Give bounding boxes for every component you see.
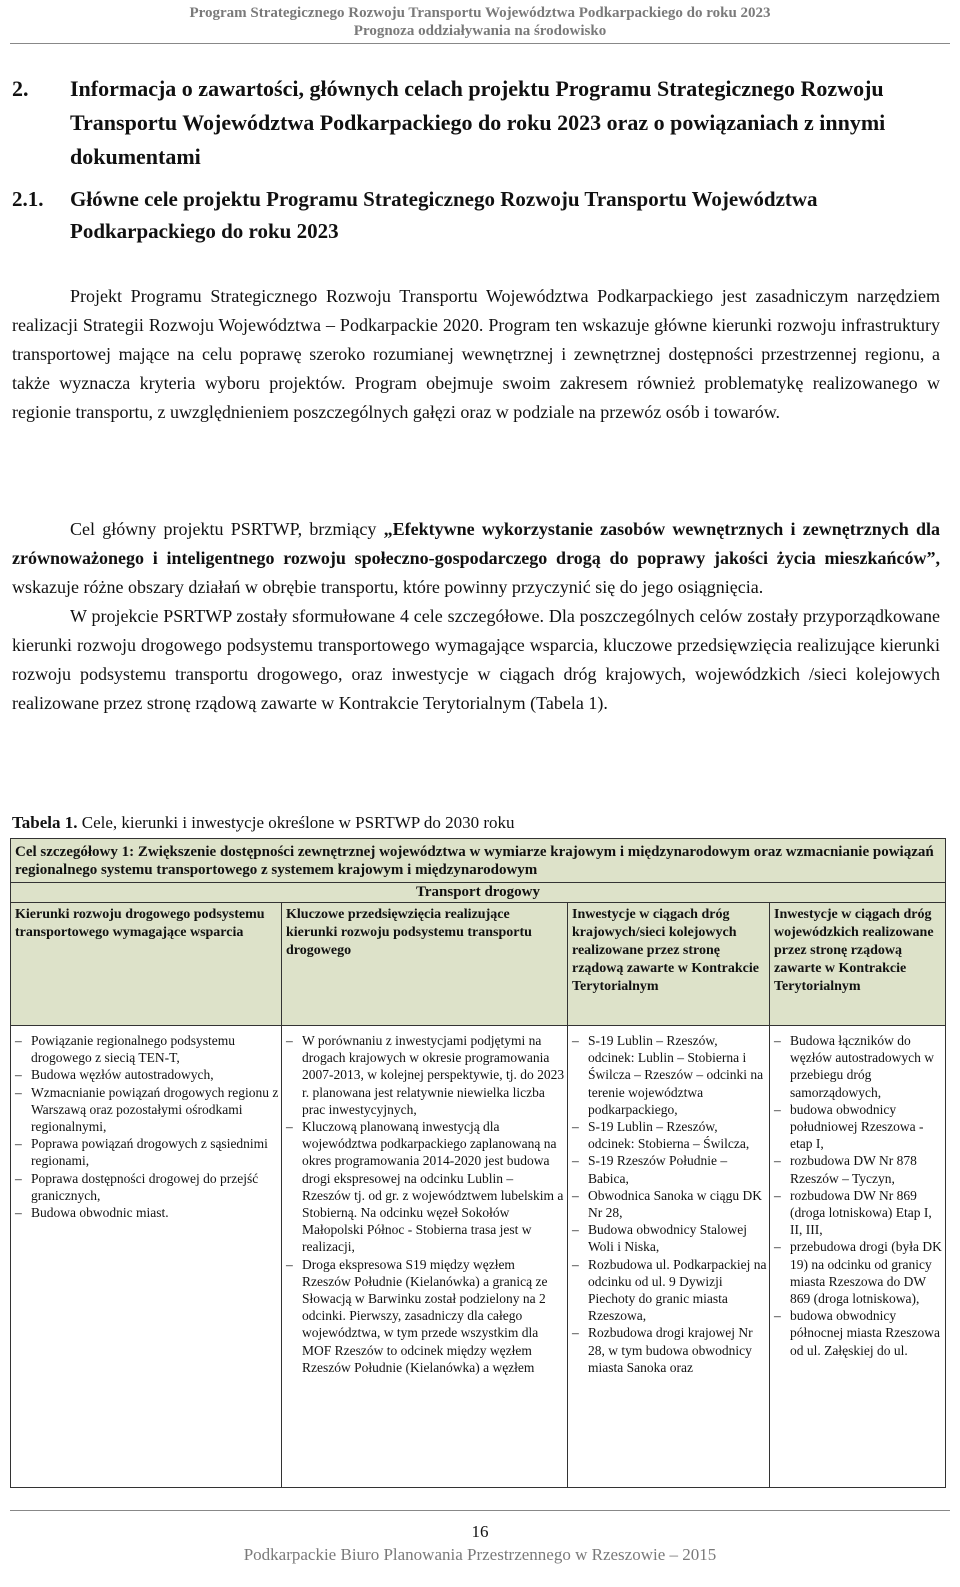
table-goal-row: Cel szczegółowy 1: Zwiększenie dostępności zewnętrznej województwa w wymiarze krajowym i międzynarodowym oraz wzmacnianie powiązań regionalnego systemu transportowego z systemem krajowym i międzynarodowym — [11, 839, 945, 883]
table-header-regional-investments: Inwestycje w ciągach dróg wojewódzkich realizowane przez stronę rządową zawarte w Kontrakcie Terytorialnym — [774, 907, 934, 994]
section-title: Informacja o zawartości, głównych celach projektu Programu Strategicznego Rozwoju Transportu Województwa Podkarpackiego do roku 2023 oraz o powiązaniach z innymi dokumentami — [70, 76, 886, 169]
table-cell-national-investments — [568, 1026, 770, 1487]
paragraph-2-main — [12, 515, 940, 602]
subsection-number: 2.1. — [12, 187, 44, 211]
list-item: – Budowa obwodnicy Stalowej Woli i Niska, — [572, 1221, 767, 1255]
list-item: – Wzmacnianie powiązań drogowych regionu z Warszawą oraz pozostałymi ośrodkami regionalnymi, — [15, 1084, 279, 1136]
subsection-heading — [12, 183, 942, 247]
header-divider — [10, 43, 950, 44]
table-mode-row: Transport drogowy — [11, 883, 945, 903]
section-heading — [12, 72, 942, 174]
list-item: – Budowa łączników do węzłów autostradowych w przebiegu dróg samorządowych, — [774, 1032, 943, 1101]
list-item: – przebudowa drogi (była DK 19) na odcinku od granicy miasta Rzeszowa do DW 869 (droga lotniskowa), — [774, 1238, 943, 1307]
paragraph-1 — [12, 282, 940, 427]
main-goal-quote: „Efektywne wykorzystanie zasobów wewnętrznych i zewnętrznych dla zrównoważonego i inteligentnego rozwoju społeczno-gospodarczego drogą do poprawy jakości życia mieszkańców”, — [12, 519, 940, 568]
list-item: – budowa obwodnicy północnej miasta Rzeszowa od ul. Załęskiej do ul. — [774, 1307, 943, 1359]
paragraph-2 — [12, 515, 940, 718]
table-cell-directions — [11, 1026, 282, 1487]
paragraph-3-text: W projekcie PSRTWP zostały sformułowane 4 cele szczegółowe. Dla poszczególnych celów zostały przyporządkowane kierunki rozwoju drogowego podsystemu transportowego wymagające wsparcia, kluczowe przedsięwzięcia realizujące kierunki rozwoju podsystemu transportu drogowego, oraz inwestycje w ciągach dróg krajowych, wojewódzkich /sieci kolejowych realizowane przez stronę rządową zawarte w Kontrakcie Terytorialnym (Tabela 1). — [12, 606, 940, 713]
list-item: – Budowa obwodnic miast. — [15, 1204, 279, 1221]
list-item: – budowa obwodnicy południowej Rzeszowa - etap I, — [774, 1101, 943, 1153]
section-number: 2. — [12, 76, 29, 101]
table-header-directions: Kierunki rozwoju drogowego podsystemu transportowego wymagające wsparcia — [11, 903, 282, 1025]
running-header — [0, 4, 960, 40]
list-item: – S-19 Lublin – Rzeszów, odcinek: Lublin – Stobierna i Świlcza – Rzeszów – odcinki na terenie województwa podkarpackiego, — [572, 1032, 767, 1118]
paragraph-3 — [12, 602, 940, 718]
paragraph-2-intro: Cel główny projektu PSRTWP, brzmiący — [70, 519, 384, 539]
list-item: – S-19 Lublin – Rzeszów, odcinek: Stobierna – Świlcza, — [572, 1118, 767, 1152]
page-number: 16 — [471, 1522, 489, 1541]
table-body-row — [11, 1026, 945, 1487]
list-item: – S-19 Rzeszów Południe – Babica, — [572, 1152, 767, 1186]
paragraph-1-text: Projekt Programu Strategicznego Rozwoju Transportu Województwa Podkarpackiego jest zasadniczym narzędziem realizacji Strategii Rozwoju Województwa – Podkarpackie 2020. Program ten wskazuje główne kierunki rozwoju infrastruktury transportowej mające na celu poprawę szeroko rozumianej wewnętrznej i zewnętrznej dostępności przestrzennej regionu, a także wyznacza kryteria wyboru projektów. Program obejmuje swoim zakresem również problematykę realizowanego w regionie transportu, z uwzględnieniem poszczególnych gałęzi oraz w podziale na przewóz osób i towarów. — [12, 286, 940, 422]
list-item: – Rozbudowa drogi krajowej Nr 28, w tym budowa obwodnicy miasta Sanoka oraz — [572, 1324, 767, 1376]
list-item: – Budowa węzłów autostradowych, — [15, 1066, 279, 1083]
footer-divider — [10, 1510, 950, 1511]
list-item: – rozbudowa DW Nr 878 Rzeszów – Tyczyn, — [774, 1152, 943, 1186]
goals-table — [10, 838, 946, 1488]
list-item: – Poprawa dostępności drogowej do przejść granicznych, — [15, 1170, 279, 1204]
paragraph-2-rest: wskazuje różne obszary działań w obrębie transportu, które powinny przyczynić się do jego osiągnięcia. — [12, 577, 764, 597]
list-item: – Kluczową planowaną inwestycją dla województwa podkarpackiego zaplanowaną na okres programowania 2014-2020 jest budowa drogi ekspresowej na odcinku Lublin – Rzeszów tj. od gr. z województwem lubelskim a Stobierną. Na odcinku węzeł Sokołów Małopolski Północ - Stobierna trasa jest w realizacji, — [286, 1118, 565, 1256]
list-item: – Droga ekspresowa S19 między węzłem Rzeszów Południe (Kielanówka) a granicą ze Słowacją w Barwinku został podzielony na 2 odcinki. Pierwszy, zasadniczy dla całego województwa, w tym przede wszystkim dla MOF Rzeszów to odcinek między węzłem Rzeszów Południe (Kielanówka) a węzłem — [286, 1256, 565, 1376]
list-item: – Obwodnica Sanoka w ciągu DK Nr 28, — [572, 1187, 767, 1221]
table-caption-text: Cele, kierunki i inwestycje określone w PSRTWP do 2030 roku — [77, 813, 515, 832]
list-item: – Powiązanie regionalnego podsystemu drogowego z siecią TEN-T, — [15, 1032, 279, 1066]
table-caption-label: Tabela 1. — [12, 813, 78, 832]
list-item: – W porównaniu z inwestycjami podjętymi na drogach krajowych w okresie programowania 2007-2013, w kolejnej perspektywie, tj. do 2023 r. planowana jest relatywnie niewielka liczba prac inwestycyjnych, — [286, 1032, 565, 1118]
table-cell-regional-investments — [770, 1026, 945, 1487]
running-header-title: Program Strategicznego Rozwoju Transportu Województwa Podkarpackiego do roku 2023 — [189, 5, 771, 21]
table-cell-key-projects — [282, 1026, 568, 1487]
running-header-subtitle: Prognoza oddziaływania na środowisko — [353, 23, 607, 39]
table-header-national-investments: Inwestycje w ciągach dróg krajowych/sieci kolejowych realizowane przez stronę rządową zawarte w Kontrakcie Terytorialnym — [568, 903, 770, 1025]
list-item: – Poprawa powiązań drogowych z sąsiednimi regionami, — [15, 1135, 279, 1169]
table-header-row — [11, 903, 945, 1026]
list-item: – rozbudowa DW Nr 869 (droga lotniskowa) Etap I, II, III, — [774, 1187, 943, 1239]
subsection-title: Główne cele projektu Programu Strategicznego Rozwoju Transportu Województwa Podkarpackiego do roku 2023 — [70, 187, 818, 243]
page-footer: Podkarpackie Biuro Planowania Przestrzennego w Rzeszowie – 2015 — [243, 1545, 717, 1564]
table-header-key-projects: Kluczowe przedsięwzięcia realizujące kierunki rozwoju podsystemu transportu drogowego — [282, 903, 568, 1025]
table-caption — [12, 813, 515, 833]
list-item: – Rozbudowa ul. Podkarpackiej na odcinku od ul. 9 Dywizji Piechoty do granic miasta Rzeszowa, — [572, 1256, 767, 1325]
